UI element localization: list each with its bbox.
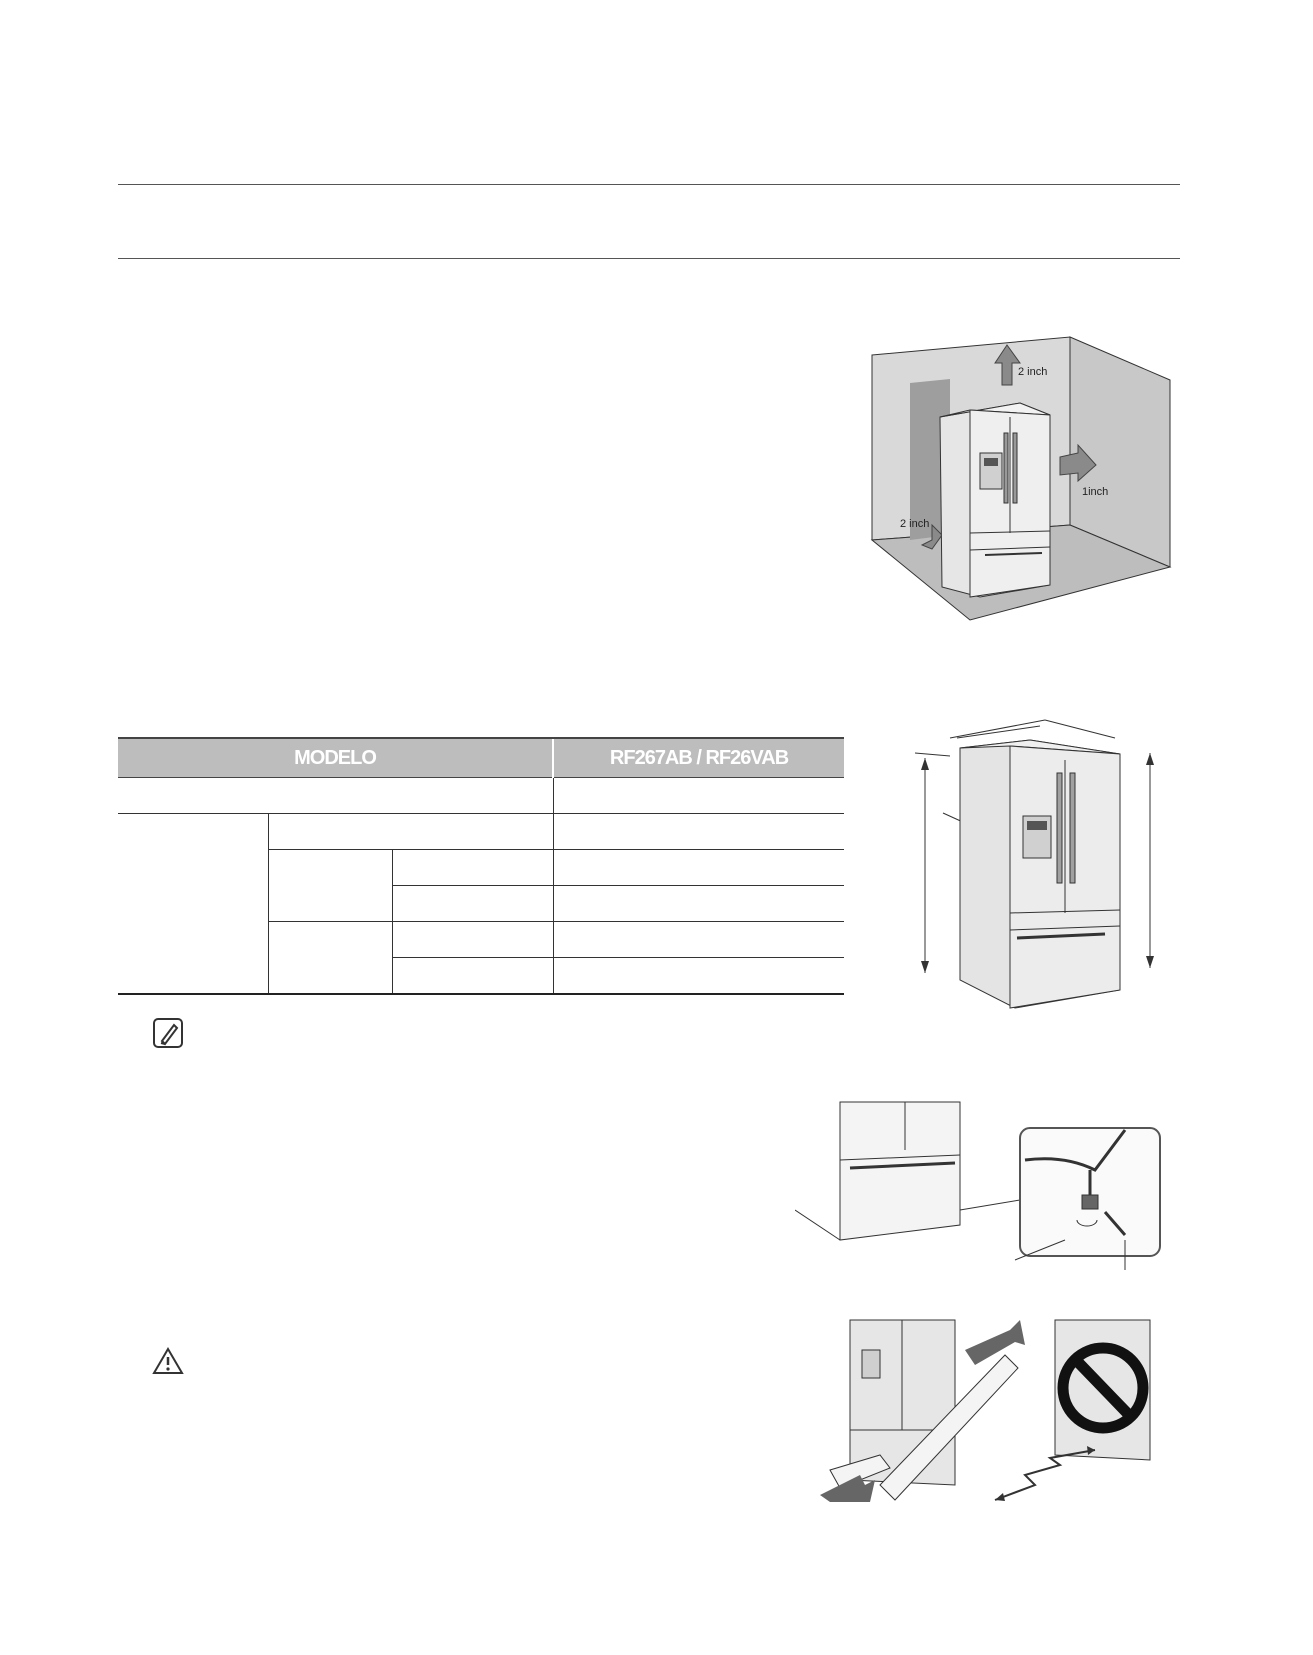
spec-table-header — [118, 738, 844, 778]
table-cell — [553, 886, 844, 922]
back-clearance-label: 2 inch — [900, 518, 930, 530]
table-cell — [118, 778, 553, 814]
table-cell — [553, 958, 844, 995]
bottom-rule — [118, 258, 1180, 259]
leveling-figure — [795, 1100, 1165, 1270]
warning-triangle-icon — [152, 1347, 184, 1380]
table-cell — [268, 922, 392, 995]
table-cell — [392, 886, 553, 922]
top-rule — [118, 184, 1180, 185]
moving-figure — [820, 1290, 1165, 1505]
table-cell — [553, 850, 844, 886]
table-cell — [268, 850, 392, 922]
header-model: MODELO — [118, 738, 553, 778]
table-cell — [392, 958, 553, 995]
clearance-figure — [870, 335, 1180, 625]
table-cell — [268, 814, 553, 850]
table-row — [118, 778, 844, 814]
table-cell — [392, 850, 553, 886]
dimensions-figure — [905, 718, 1175, 1018]
header-models: RF267AB / RF26VAB — [553, 738, 844, 778]
table-cell — [553, 922, 844, 958]
spec-table — [118, 737, 844, 995]
table-cell — [553, 814, 844, 850]
table-cell — [118, 814, 268, 995]
note-pencil-icon — [152, 1017, 186, 1056]
table-cell — [553, 778, 844, 814]
top-clearance-label: 2 inch — [1018, 366, 1048, 378]
table-row — [118, 814, 844, 850]
table-cell — [392, 922, 553, 958]
side-clearance-label: 1inch — [1082, 486, 1109, 498]
